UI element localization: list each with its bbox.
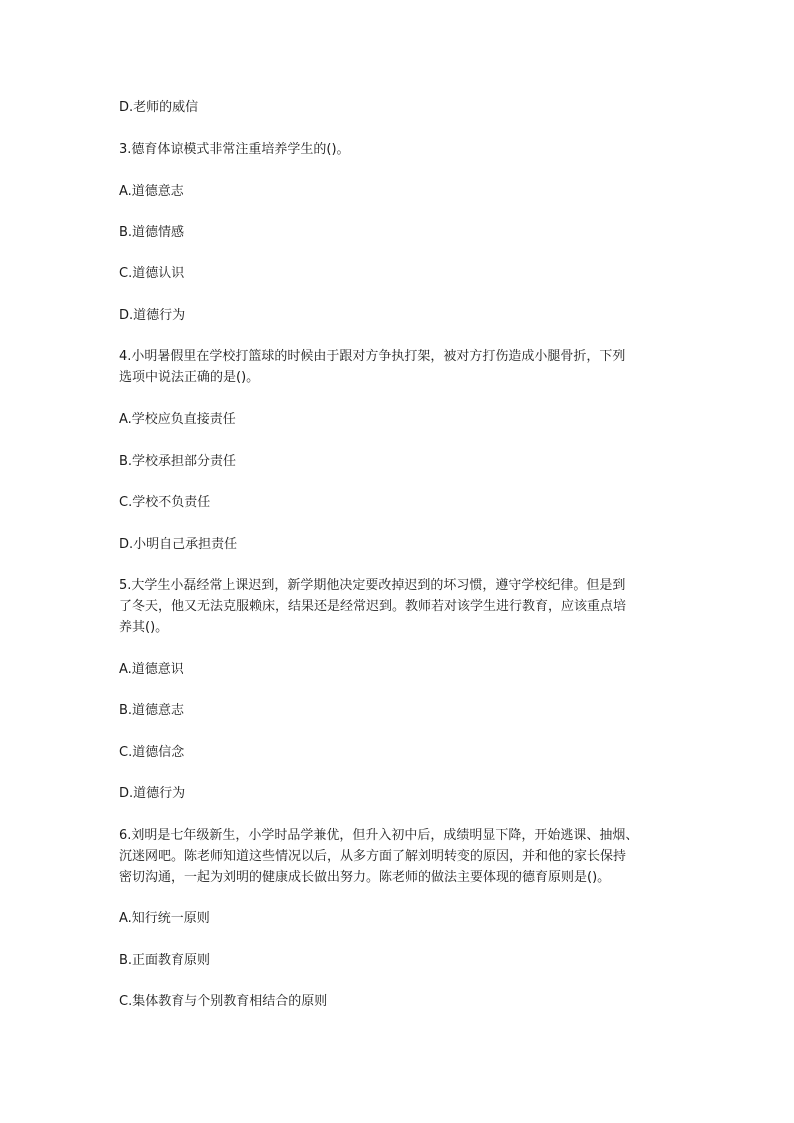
q3-option-c: C.道德认识 xyxy=(119,266,185,281)
q4-option-d: D.小明自己承担责任 xyxy=(119,537,238,552)
q4-stem-line1: 4.小明暑假里在学校打篮球的时候由于跟对方争执打架，被对方打伤造成小腿骨折，下列 xyxy=(119,349,626,364)
q6-stem-line2: 沉迷网吧。陈老师知道这些情况以后，从多方面了解刘明转变的原因，并和他的家长保持 xyxy=(119,849,627,864)
q4-stem-line2: 选项中说法正确的是()。 xyxy=(119,370,260,385)
q4-option-b: B.学校承担部分责任 xyxy=(119,454,237,469)
q3-option-b: B.道德情感 xyxy=(119,225,185,240)
q4-option-a: A.学校应负直接责任 xyxy=(119,412,236,427)
q4-option-c: C.学校不负责任 xyxy=(119,495,211,510)
q6-option-c: C.集体教育与个别教育相结合的原则 xyxy=(119,994,328,1009)
q5-option-a: A.道德意识 xyxy=(119,662,184,677)
q6-stem-line1: 6.刘明是七年级新生，小学时品学兼优，但升入初中后，成绩明显下降，开始逃课、抽烟、 xyxy=(119,828,639,843)
q6-stem-line3: 密切沟通，一起为刘明的健康成长做出努力。陈老师的做法主要体现的德育原则是()。 xyxy=(119,870,611,885)
q2-option-d: D.老师的威信 xyxy=(119,100,199,115)
q5-stem-line1: 5.大学生小磊经常上课迟到，新学期他决定要改掉迟到的坏习惯，遵守学校纪律。但是到 xyxy=(119,578,626,593)
q5-option-c: C.道德信念 xyxy=(119,745,185,760)
q5-stem-line3: 养其()。 xyxy=(119,620,169,635)
q6-option-b: B.正面教育原则 xyxy=(119,953,211,968)
q5-stem-line2: 了冬天，他又无法克服赖床，结果还是经常迟到。教师若对该学生进行教育，应该重点培 xyxy=(119,599,627,614)
q3-stem: 3.德育体谅模式非常注重培养学生的()。 xyxy=(119,142,350,157)
q6-option-a: A.知行统一原则 xyxy=(119,911,210,926)
q3-option-d: D.道德行为 xyxy=(119,308,186,323)
q5-option-b: B.道德意志 xyxy=(119,703,185,718)
q5-option-d: D.道德行为 xyxy=(119,786,186,801)
q3-option-a: A.道德意志 xyxy=(119,184,184,199)
